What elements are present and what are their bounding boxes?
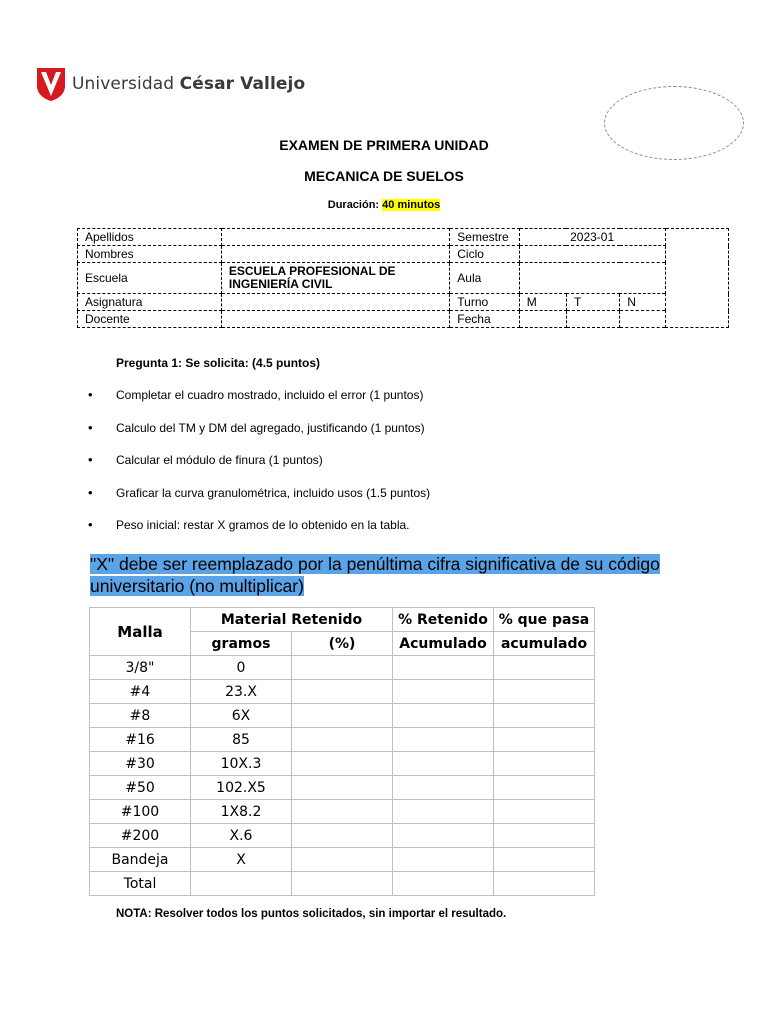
table-row: [90, 656, 595, 680]
cell-retenido-acumulado[interactable]: [393, 728, 494, 752]
cell-pasa-acumulado[interactable]: [494, 872, 595, 896]
table-row: [90, 824, 595, 848]
cell-pasa-acumulado[interactable]: [494, 800, 595, 824]
exam-duration: Duración: 40 minutos: [327, 199, 441, 211]
cell-pasa-acumulado[interactable]: [494, 776, 595, 800]
cell-malla: #16: [90, 728, 191, 752]
field-aula[interactable]: [519, 263, 665, 294]
field-asignatura[interactable]: [221, 294, 449, 311]
table-row: [90, 800, 595, 824]
bullet-icon: •: [88, 387, 93, 402]
field-apellidos[interactable]: [221, 229, 449, 246]
label-docente: Docente: [78, 311, 222, 328]
label-apellidos: Apellidos: [78, 229, 222, 246]
exam-title: EXAMEN DE PRIMERA UNIDAD: [279, 137, 489, 153]
table-row: [90, 752, 595, 776]
granulometry-table: [89, 607, 595, 896]
cell-malla: #100: [90, 800, 191, 824]
cell-malla: Total: [90, 872, 191, 896]
cell-pasa-acumulado[interactable]: [494, 752, 595, 776]
table-row: [90, 776, 595, 800]
cell-retenido-acumulado[interactable]: [393, 704, 494, 728]
cell-gramos: 0: [191, 656, 292, 680]
cell-pct-retenido[interactable]: [292, 656, 393, 680]
field-fecha-3[interactable]: [620, 311, 665, 328]
cell-pct-retenido[interactable]: [292, 824, 393, 848]
cell-gramos: X: [191, 848, 292, 872]
label-semestre: Semestre: [450, 229, 519, 246]
field-ciclo[interactable]: [519, 246, 665, 263]
field-nombres[interactable]: [221, 246, 449, 263]
field-fecha-1[interactable]: [519, 311, 566, 328]
list-item: • Peso inicial: restar X gramos de lo obtenido en la tabla.: [88, 517, 410, 532]
value-semestre: 2023-01: [519, 229, 665, 246]
label-nombres: Nombres: [78, 246, 222, 263]
label-turno: Turno: [450, 294, 519, 311]
turno-m[interactable]: M: [519, 294, 566, 311]
table-row: [90, 848, 595, 872]
cell-pct-retenido[interactable]: [292, 752, 393, 776]
table-row: [90, 728, 595, 752]
nota-text: NOTA: Resolver todos los puntos solicitados, sin importar el resultado.: [116, 908, 507, 920]
table-row: [90, 704, 595, 728]
label-aula: Aula: [450, 263, 519, 294]
cell-gramos: 23.X: [191, 680, 292, 704]
cell-malla: #50: [90, 776, 191, 800]
label-escuela: Escuela: [78, 263, 222, 294]
cell-retenido-acumulado[interactable]: [393, 824, 494, 848]
student-info-table: [77, 228, 729, 328]
table-row: [90, 680, 595, 704]
cell-gramos: [191, 872, 292, 896]
cell-retenido-acumulado[interactable]: [393, 800, 494, 824]
label-fecha: Fecha: [450, 311, 519, 328]
cell-pct-retenido[interactable]: [292, 848, 393, 872]
cell-malla: Bandeja: [90, 848, 191, 872]
list-item: • Calculo del TM y DM del agregado, justificando (1 puntos): [88, 419, 425, 435]
cell-pct-retenido[interactable]: [292, 704, 393, 728]
cell-gramos: X.6: [191, 824, 292, 848]
bullet-icon: •: [88, 484, 93, 500]
header-gramos: gramos: [191, 632, 292, 656]
cell-pct-retenido[interactable]: [292, 680, 393, 704]
cell-pasa-acumulado[interactable]: [494, 656, 595, 680]
instruction-banner: "X" debe ser reemplazado por la penúltima cifra significativa de su código universitario (no multiplicar): [90, 554, 660, 596]
list-item: • Graficar la curva granulométrica, incluido usos (1.5 puntos): [88, 484, 431, 500]
turno-n[interactable]: N: [620, 294, 665, 311]
field-fecha-2[interactable]: [566, 311, 619, 328]
header-pasa-1: % que pasa: [494, 608, 595, 632]
cell-pct-retenido[interactable]: [292, 872, 393, 896]
header-material-retenido: Material Retenido: [191, 608, 393, 632]
question-items: [88, 388, 430, 551]
exam-subject: MECANICA DE SUELOS: [304, 168, 464, 184]
header-retenido-acum-2: Acumulado: [393, 632, 494, 656]
cell-gramos: 102.X5: [191, 776, 292, 800]
cell-pasa-acumulado[interactable]: [494, 848, 595, 872]
duration-value: 40 minutos: [382, 199, 441, 211]
university-logo: [36, 66, 305, 102]
label-ciclo: Ciclo: [450, 246, 519, 263]
question-title: Pregunta 1: Se solicita: (4.5 puntos): [116, 356, 321, 370]
cell-gramos: 85: [191, 728, 292, 752]
bullet-icon: •: [88, 452, 93, 467]
header-pasa-2: acumulado: [494, 632, 595, 656]
cell-retenido-acumulado[interactable]: [393, 776, 494, 800]
cell-malla: #8: [90, 704, 191, 728]
bullet-icon: •: [88, 517, 93, 532]
cell-retenido-acumulado[interactable]: [393, 752, 494, 776]
label-asignatura: Asignatura: [78, 294, 222, 311]
list-item: • Completar el cuadro mostrado, incluido el error (1 puntos): [88, 387, 424, 402]
cell-malla: #4: [90, 680, 191, 704]
cell-retenido-acumulado[interactable]: [393, 848, 494, 872]
header-pct: (%): [292, 632, 393, 656]
cell-malla: #200: [90, 824, 191, 848]
cell-gramos: 6X: [191, 704, 292, 728]
grade-box: [665, 229, 728, 328]
header-retenido-acum-1: % Retenido: [393, 608, 494, 632]
value-escuela: ESCUELA PROFESIONAL DE INGENIERÍA CIVIL: [221, 263, 449, 294]
table-row: [90, 872, 595, 896]
cell-retenido-acumulado[interactable]: [393, 680, 494, 704]
cell-pct-retenido[interactable]: [292, 800, 393, 824]
shield-logo-icon: [36, 66, 66, 102]
header-malla: Malla: [90, 608, 191, 656]
cell-malla: #30: [90, 752, 191, 776]
list-item: • Calcular el módulo de finura (1 puntos): [88, 452, 323, 467]
cell-gramos: 1X8.2: [191, 800, 292, 824]
field-docente[interactable]: [221, 311, 449, 328]
university-name: Universidad César Vallejo: [72, 74, 306, 94]
cell-pasa-acumulado[interactable]: [494, 704, 595, 728]
cell-retenido-acumulado[interactable]: [393, 656, 494, 680]
bullet-icon: •: [88, 419, 93, 435]
cell-pasa-acumulado[interactable]: [494, 680, 595, 704]
granulometry-rows: [90, 656, 595, 896]
cell-pct-retenido[interactable]: [292, 728, 393, 752]
cell-retenido-acumulado[interactable]: [393, 872, 494, 896]
cell-pasa-acumulado[interactable]: [494, 728, 595, 752]
cell-malla: 3/8": [90, 656, 191, 680]
cell-pct-retenido[interactable]: [292, 776, 393, 800]
cell-gramos: 10X.3: [191, 752, 292, 776]
cell-pasa-acumulado[interactable]: [494, 824, 595, 848]
turno-t[interactable]: T: [566, 294, 619, 311]
